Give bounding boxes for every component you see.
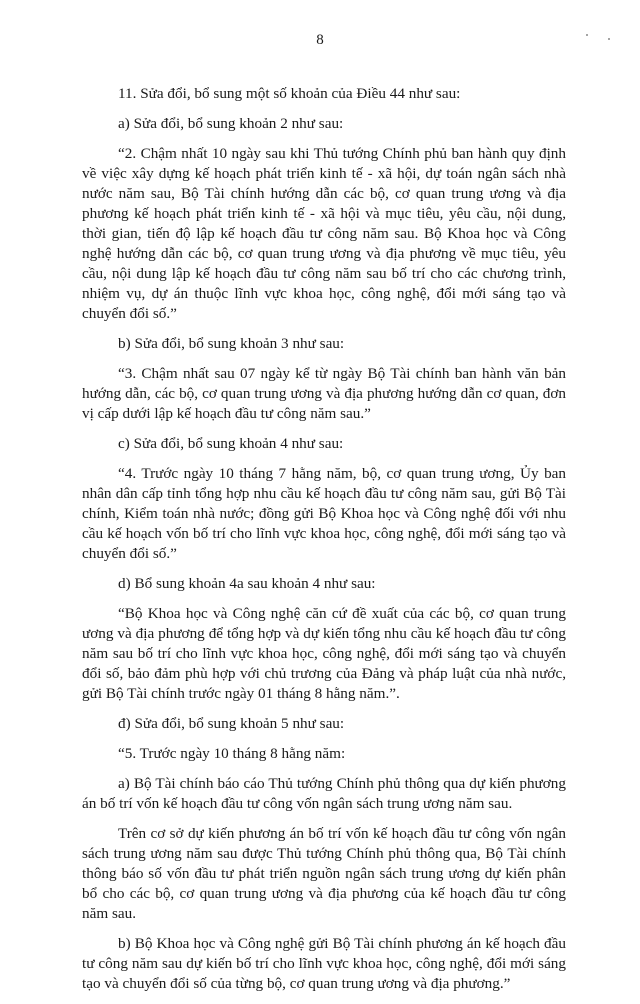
paragraph-clause-4a: “Bộ Khoa học và Công nghệ căn cứ đề xuất của các bộ, cơ quan trung ương và địa phương để tổng hợp và dự kiến tổng nhu cầu kế hoạch đầu tư công năm sau bố trí cho lĩnh vực khoa học, công nghệ, đổi mới sáng tạo và chuyển đổi số, bảo đảm phù hợp với chủ trương của Đảng và pháp luật của nhà nước, gửi Bộ Tài chính trước ngày 01 tháng 8 hằng năm.”. bbox=[82, 605, 566, 702]
paragraph-clause-2: “2. Chậm nhất 10 ngày sau khi Thủ tướng Chính phủ ban hành quy định về việc xây dựng kế hoạch phát triển kinh tế - xã hội, dự toán ngân sách nhà nước năm sau, Bộ Tài chính hướng dẫn các bộ, cơ quan trung ương và địa phương kế hoạch phát triển kinh tế - xã hội và mục tiêu, yêu cầu, nội dung, thời gian, tiến độ lập kế hoạch đầu tư công năm sau. Bộ Khoa học và Công nghệ hướng dẫn các bộ, cơ quan trung ương và địa phương về mục tiêu, yêu cầu, nội dung lập kế hoạch đầu tư công năm sau bố trí cho các chương trình, nhiệm vụ, dự án thuộc lĩnh vực khoa học, công nghệ, đổi mới sáng tạo và chuyển đổi số.” bbox=[82, 145, 566, 322]
paragraph-clause-3: “3. Chậm nhất sau 07 ngày kể từ ngày Bộ Tài chính ban hành văn bản hướng dẫn, các bộ, cơ quan trung ương và địa phương hướng dẫn cơ quan, đơn vị cấp dưới lập kế hoạch đầu tư công năm sau.” bbox=[82, 365, 566, 422]
paragraph-a-heading: a) Sửa đổi, bổ sung khoản 2 như sau: bbox=[118, 115, 344, 132]
paragraph-clause-5b: b) Bộ Khoa học và Công nghệ gửi Bộ Tài chính phương án kế hoạch đầu tư công năm sau dự kiến bố trí cho lĩnh vực khoa học, công nghệ, đổi mới sáng tạo và chuyển đổi số của từng bộ, cơ quan trung ương và địa phương.” bbox=[82, 935, 566, 992]
scan-speck bbox=[586, 34, 588, 36]
paragraph-c-heading: c) Sửa đổi, bổ sung khoản 4 như sau: bbox=[118, 435, 344, 452]
paragraph-clause-4: “4. Trước ngày 10 tháng 7 hằng năm, bộ, cơ quan trung ương, Ủy ban nhân dân cấp tỉnh tổng hợp nhu cầu kế hoạch đầu tư công năm sau, gửi Bộ Tài chính, Kiểm toán nhà nước; đồng gửi Bộ Khoa học và Công nghệ đối với nhu cầu kế hoạch vốn bố trí cho lĩnh vực khoa học, công nghệ, đổi mới sáng tạo và chuyển đổi số.” bbox=[82, 465, 566, 562]
paragraph-dd-heading: đ) Sửa đổi, bổ sung khoản 5 như sau: bbox=[118, 715, 345, 732]
paragraph-clause-5-intro: “5. Trước ngày 10 tháng 8 hằng năm: bbox=[118, 745, 346, 762]
scan-speck bbox=[608, 38, 610, 40]
paragraph-b-heading: b) Sửa đổi, bổ sung khoản 3 như sau: bbox=[118, 335, 345, 352]
document-body bbox=[82, 84, 566, 1004]
page-number: 8 bbox=[316, 32, 324, 48]
paragraph-11-heading: 11. Sửa đổi, bổ sung một số khoản của Điều 44 như sau: bbox=[118, 85, 461, 102]
paragraph-clause-5a: a) Bộ Tài chính báo cáo Thủ tướng Chính phủ thông qua dự kiến phương án bố trí vốn kế hoạch đầu tư công vốn ngân sách trung ương năm sau. bbox=[82, 775, 566, 812]
paragraph-clause-5a-detail: Trên cơ sở dự kiến phương án bố trí vốn kế hoạch đầu tư công vốn ngân sách trung ương năm sau được Thủ tướng Chính phủ thông qua, Bộ Tài chính thông báo số vốn đầu tư phát triển nguồn ngân sách trung ương dự kiến phân bổ cho các bộ, cơ quan trung ương và địa phương của kế hoạch đầu tư công năm sau. bbox=[82, 825, 566, 922]
paragraph-d-heading: d) Bổ sung khoản 4a sau khoản 4 như sau: bbox=[118, 575, 376, 592]
